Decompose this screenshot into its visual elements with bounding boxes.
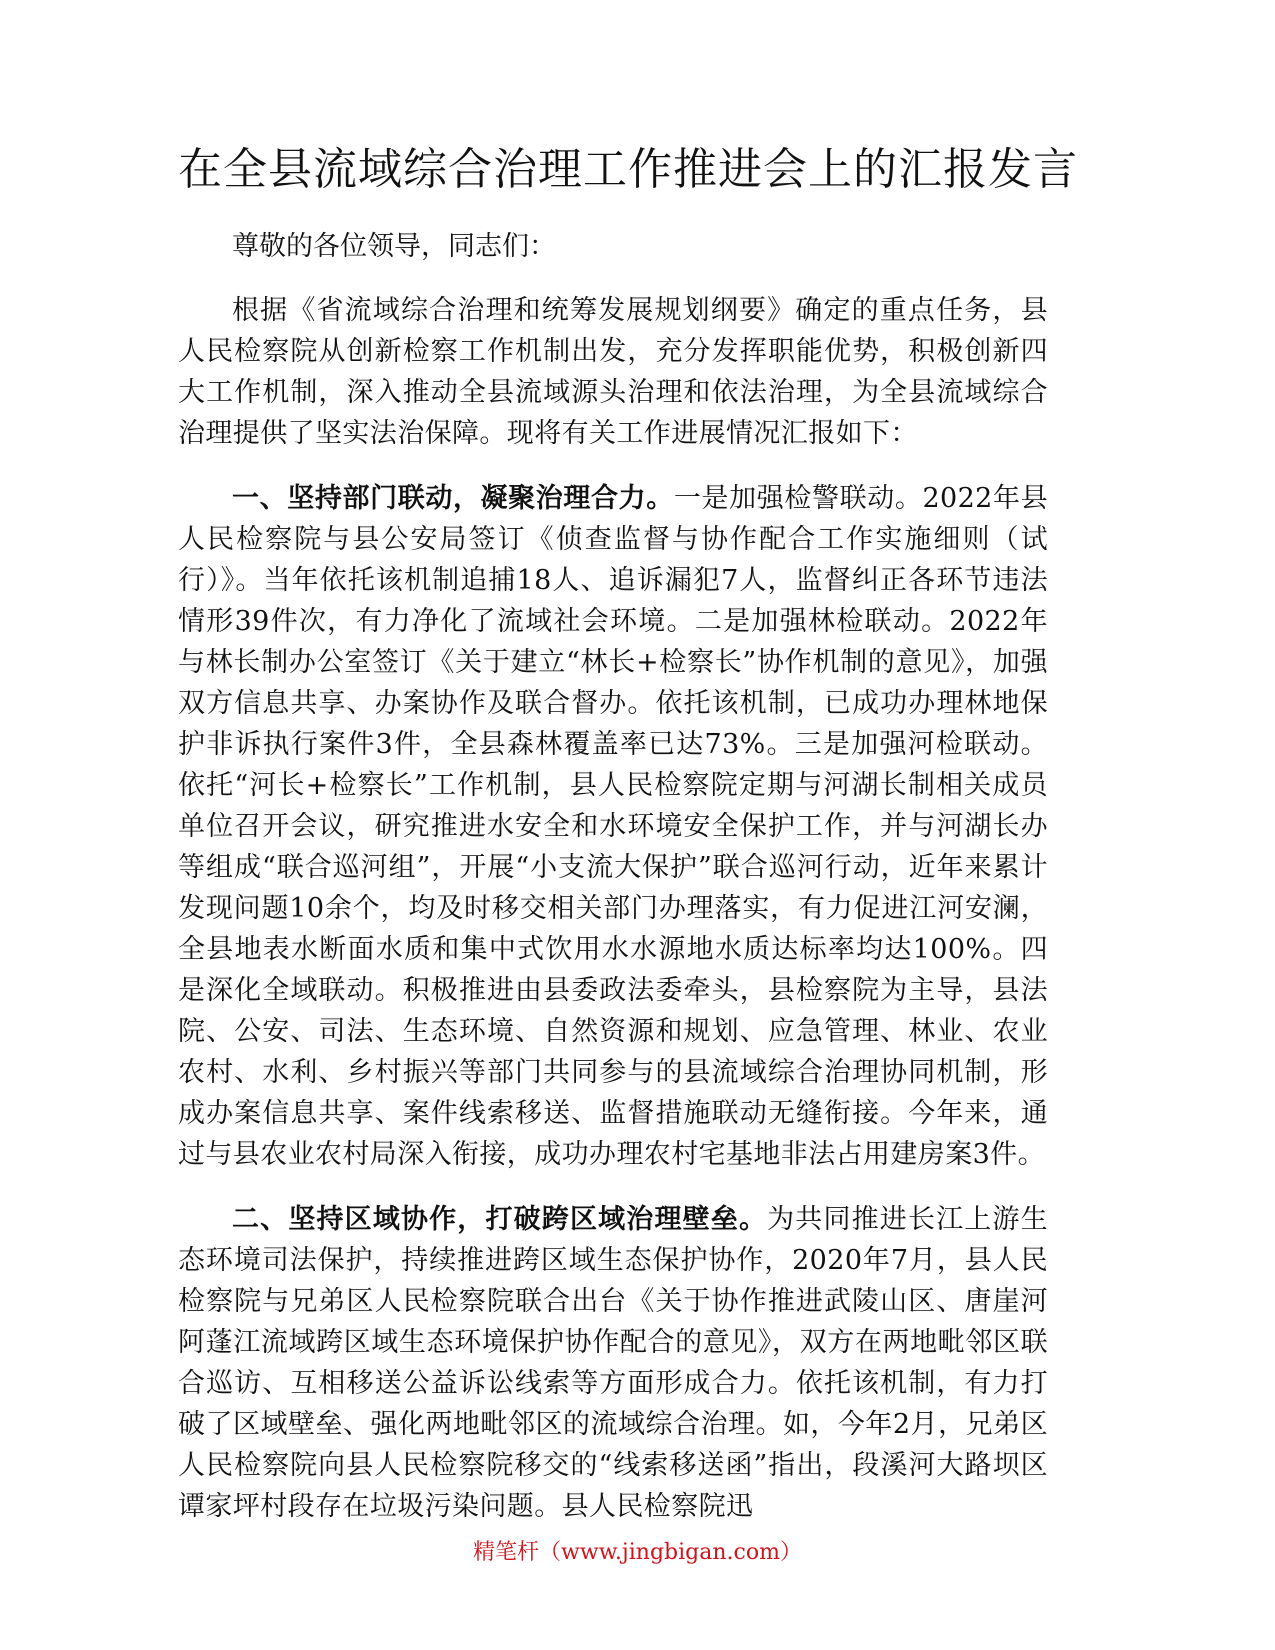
paragraph-section-1 xyxy=(178,478,1048,1175)
paragraph-body: 根据《省流域综合治理和统筹发展规划纲要》确定的重点任务，县人民检察院从创新检察工作机制出发，充分发挥职能优势，积极创新四大工作机制，深入推动全县流域源头治理和依法治理，为全县流域综合治理提供了坚实法治保障。现将有关工作进展情况汇报如下： xyxy=(178,295,1048,449)
document-page xyxy=(178,140,1078,1551)
paragraph-section-2 xyxy=(178,1199,1048,1527)
paragraph-body: 一是加强检警联动。2022年县人民检察院与县公安局签订《侦查监督与协作配合工作实施细则（试行）》。当年依托该机制追捕18人、追诉漏犯7人，监督纠正各环节违法情形39件次，有力净化了流域社会环境。二是加强林检联动。2022年与林长制办公室签订《关于建立“林长+检察长”协作机制的意见》，加强双方信息共享、办案协作及联合督办。依托该机制，已成功办理林地保护非诉执行案件3件，全县森林覆盖率已达73%。三是加强河检联动。依托“河长+检察长”工作机制，县人民检察院定期与河湖长制相关成员单位召开会议，研究推进水安全和水环境安全保护工作，并与河湖长办等组成“联合巡河组”，开展“小支流大保护”联合巡河行动，近年来累计发现问题10余个，均及时移交相关部门办理落实，有力促进江河安澜，全县地表水断面水质和集中式饮用水水源地水质达标率均达100%。四是深化全域联动。积极推进由县委政法委牵头，县检察院为主导，县法院、公安、司法、生态环境、自然资源和规划、应急管理、林业、农业农村、水利、乡村振兴等部门共同参与的县流域综合治理协同机制，形成办案信息共享、案件线索移送、监督措施联动无缝衔接。今年来，通过与县农业农村局深入衔接，成功办理农村宅基地非法占用建房案3件。 xyxy=(178,483,1048,1170)
paragraph-body: 为共同推进长江上游生态环境司法保护，持续推进跨区域生态保护协作，2020年7月，县人民检察院与兄弟区人民检察院联合出台《关于协作推进武陵山区、唐崖河阿蓬江流域跨区域生态环境保护协作配合的意见》，双方在两地毗邻区联合巡访、互相移送公益诉讼线索等方面形成合力。依托该机制，有力打破了区域壁垒、强化两地毗邻区的流域综合治理。如，今年2月，兄弟区人民检察院向县人民检察院移交的“线索移送函”指出，段溪河大路坝区谭家坪村段存在垃圾污染问题。县人民检察院迅 xyxy=(178,1204,1049,1522)
paragraph-intro xyxy=(178,290,1048,454)
section-heading: 一、坚持部门联动，凝聚治理合力。 xyxy=(232,483,674,514)
section-heading: 二、坚持区域协作，打破跨区域治理壁垒。 xyxy=(232,1204,768,1235)
footer-watermark: 精笔杆（www.jingbigan.com） xyxy=(473,1540,802,1565)
document-title: 在全县流域综合治理工作推进会上的汇报发言 xyxy=(178,144,1078,195)
salutation: 尊敬的各位领导，同志们： xyxy=(232,231,556,262)
